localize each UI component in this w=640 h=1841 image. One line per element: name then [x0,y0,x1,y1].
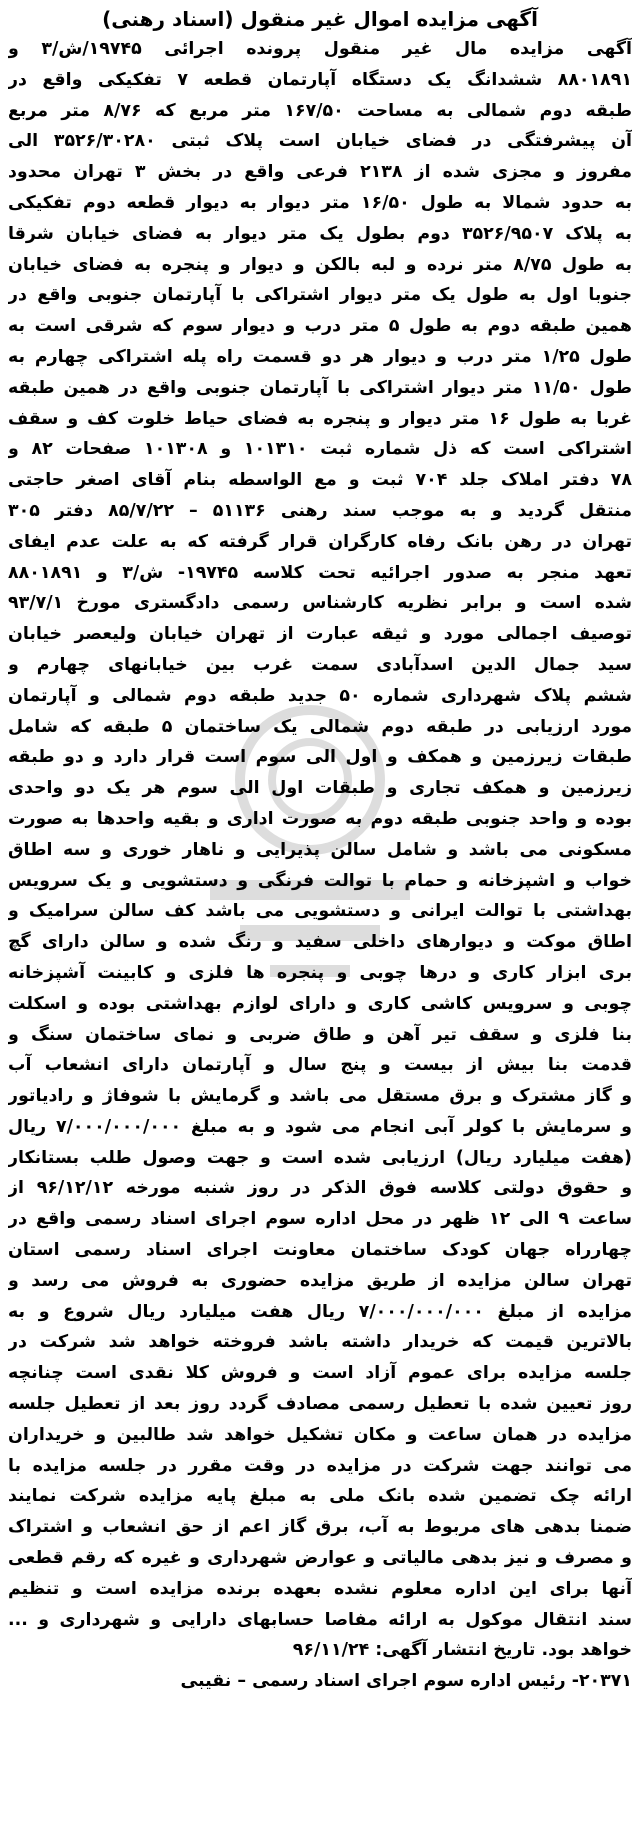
notice-line: طبقات زیرزمین و همکف و اول الی سوم است قرار دارد و دو طبقه [8,747,632,768]
notice-footer [8,1635,632,1697]
notice-line: تهران در رهن بانک رفاه کارگران قرار گرفته که به علت عدم ایفای [8,531,632,552]
notice-line: جنوبا اول به طول یک متر دیوار اشتراکی با آپارتمان جنوبی واقع در [8,285,632,306]
notice-line: تهران سالن مزایده از طریق مزایده حضوری به فروش می رسد و [8,1270,632,1291]
notice-line: و حقوق دولتی کلاسه فوق الذکر در روز شنبه مورخه ۹۶/۱۲/۱۲ از [8,1178,632,1199]
notice-line: و گاز مشترک و برق مستقل می باشد و گرمایش با شوفاژ و رادیاتور [8,1086,632,1107]
notice-line: مزایده در همان ساعت و مکان تشکیل خواهد شد طالبین و خریداران [8,1424,632,1445]
notice-line: ۷۸ دفتر املاک جلد ۷۰۴ ثبت و مع الواسطه بنام آقای اصغر حاجتی [8,470,632,491]
signature-line: ۲۰۳۷۱- رئیس اداره سوم اجرای اسناد رسمی – نقیبی [180,1671,632,1692]
notice-line: و مصرف و نیز بدهی مالیاتی و عوارض شهرداری و غیره که رقم قطعی [8,1548,632,1569]
notice-line: توصیف اجمالی مورد و ثیقه عبارت از تهران خیابان ولیعصر خیابان [8,624,632,645]
notice-line: بالاترین قیمت که خریدار داشته باشد فروخته خواهد شد شرکت در [8,1332,632,1353]
notice-line: شده است و برابر نظریه کارشناس رسمی دادگستری مورخ ۹۳/۷/۱ [8,593,632,614]
notice-line: ساعت ۹ الی ۱۲ ظهر در محل اداره سوم اجرای اسناد رسمی واقع در [8,1209,632,1230]
notice-line: غربا به طول ۱۶ متر دیوار و پنجره به فضای حیاط خلوت کف و سقف [8,408,632,429]
notice-line: منتقل گردید و به موجب سند رهنی ۵۱۱۳۶ – ۸۵/۷/۲۲ دفتر ۳۰۵ [8,500,632,521]
notice-line: آنها برای این اداره معلوم نشده بعهده برنده مزایده است و تنظیم [8,1578,632,1599]
notice-line: (هفت میلیارد ریال) ارزیابی شده است و جهت وصول طلب بستانکار [8,1147,632,1168]
notice-line: مزایده از مبلغ ۷/۰۰۰/۰۰۰/۰۰۰ ریال هفت میلیارد ریال شروع و به [8,1301,632,1322]
notice-line: طول ۱/۲۵ متر درب و دیوار هر دو قسمت راه پله اشتراکی چهارم به [8,346,632,367]
notice-line: بوده و واحد جنوبی طبقه دوم به صورت اداری و بقیه واحدها به صورت [8,808,632,829]
notice-line: ۸۸۰۱۸۹۱ ششدانگ یک دستگاه آپارتمان قطعه ۷ تفکیکی واقع در [8,69,632,90]
notice-line: طول ۱۱/۵۰ متر دیوار اشتراکی با آپارتمان جنوبی واقع در همین طبقه [8,377,632,398]
notice-line: بری ابزار کاری و درها چوبی و پنجره ها فلزی و کابینت آشپزخانه [8,962,632,983]
notice-line: سند انتقال موکول به ارائه مفاصا حسابهای دارایی و شهرداری و ... [8,1609,632,1630]
notice-title: آگهی مزایده اموال غیر منقول (اسناد رهنی) [102,7,538,31]
notice-line: چهارراه جهان کودک ساختمان معاونت اجرای اسناد رسمی استان [8,1240,632,1261]
notice-line: ششم پلاک شهرداری شماره ۵۰ جدید طبقه دوم شمالی و آپارتمان [8,685,632,706]
notice-line: طبقه دوم شمالی به مساحت ۱۶۷/۵۰ متر مربع که ۸/۷۶ متر مربع [8,100,632,121]
notice-line: مسکونی می باشد و شامل سالن پذیرایی و ناهار خوری و سه اطاق [8,839,632,860]
notice-line: مورد ارزیابی در طبقه دوم شمالی یک ساختمان ۵ طبقه که شامل [8,716,632,737]
notice-line: بهداشتی با توالت ایرانی و دستشویی می باشد کف سالن سرامیک و [8,901,632,922]
notice-body [8,34,632,1635]
notice-line: زیرزمین و همکف تجاری و طبقات اول الی سوم هر یک دو واحدی [8,778,632,799]
notice-line: اطاق موکت و دیوارهای داخلی سفید و رنگ شده و سالن دارای گچ [8,932,632,953]
notice-line: تعهد منجر به صدور اجرائیه تحت کلاسه ۱۹۷۴۵- ش/۳ و ۸۸۰۱۸۹۱ [8,562,632,583]
notice-line: آن پیشرفتگی در فضای خیابان است پلاک ثبتی ۳۵۲۶/۳۰۲۸۰ الی [8,131,632,152]
notice-line: چوبی و سرویس کاشی کاری و دارای لوازم بهداشتی بوده و اسکلت [8,993,632,1014]
notice-line: و سرمایش با کولر آبی انجام می شود و به مبلغ ۷/۰۰۰/۰۰۰/۰۰۰ ریال [8,1116,632,1137]
notice-line: اشتراکی است که ذل شماره ثبت ۱۰۱۳۱۰ و ۱۰۱۳۰۸ صفحات ۸۲ و [8,439,632,460]
notice-line: به پلاک ۳۵۲۶/۹۵۰۷ دوم بطول یک متر دیوار به فضای خیابان شرقا [8,223,632,244]
notice-line: مفروز و مجزی شده از ۲۱۳۸ فرعی واقع در بخش ۳ تهران محدود [8,162,632,183]
notice-line: آگهی مزایده مال غیر منقول پرونده اجرائی ۱۹۷۴۵/ش/۳ و [8,39,632,59]
notice-line: به حدود شمالا به طول ۱۶/۵۰ متر دیوار به دیوار قطعه دوم تفکیکی [8,192,632,213]
notice-line: قدمت بنا بیش از بیست و پنج سال و آپارتمان دارای انشعاب آب [8,1055,632,1076]
publication-date-line: خواهد بود. تاریخ انتشار آگهی: ۹۶/۱۱/۲۴ [292,1640,632,1661]
notice-line: خواب و اشپزخانه و حمام با توالت فرنگی و دستشویی و یک سرویس [8,870,632,891]
notice-line: به طول ۸/۷۵ متر نرده و لبه بالکن و دیوار و پنجره به فضای خیابان [8,254,632,275]
notice-line: می توانند جهت شرکت در مزایده در وقت مقرر در جلسه مزایده با [8,1455,632,1476]
notice-line: بنا فلزی و سقف تیر آهن و طاق ضربی و نمای ساختمان سنگ و [8,1024,632,1045]
notice-line: ارائه چک تضمین شده بانک ملی به مبلغ پایه مزایده شرکت نمایند [8,1486,632,1507]
notice-line: همین طبقه دوم به طول ۵ متر درب و دیوار سوم که شرقی است به [8,316,632,337]
notice-line: روز تعیین شده با تعطیل رسمی مصادف گردد روز بعد از تعطیل جلسه [8,1394,632,1415]
notice-line: ضمنا بدهی های مربوط به آب، برق گاز اعم از حق انشعاب و اشتراک [8,1517,632,1538]
notice-line: سید جمال الدین اسدآبادی سمت غرب بین خیابانهای چهارم و [8,654,632,675]
notice-line: جلسه مزایده برای عموم آزاد است و فروش کلا نقدی است چنانچه [8,1363,632,1384]
